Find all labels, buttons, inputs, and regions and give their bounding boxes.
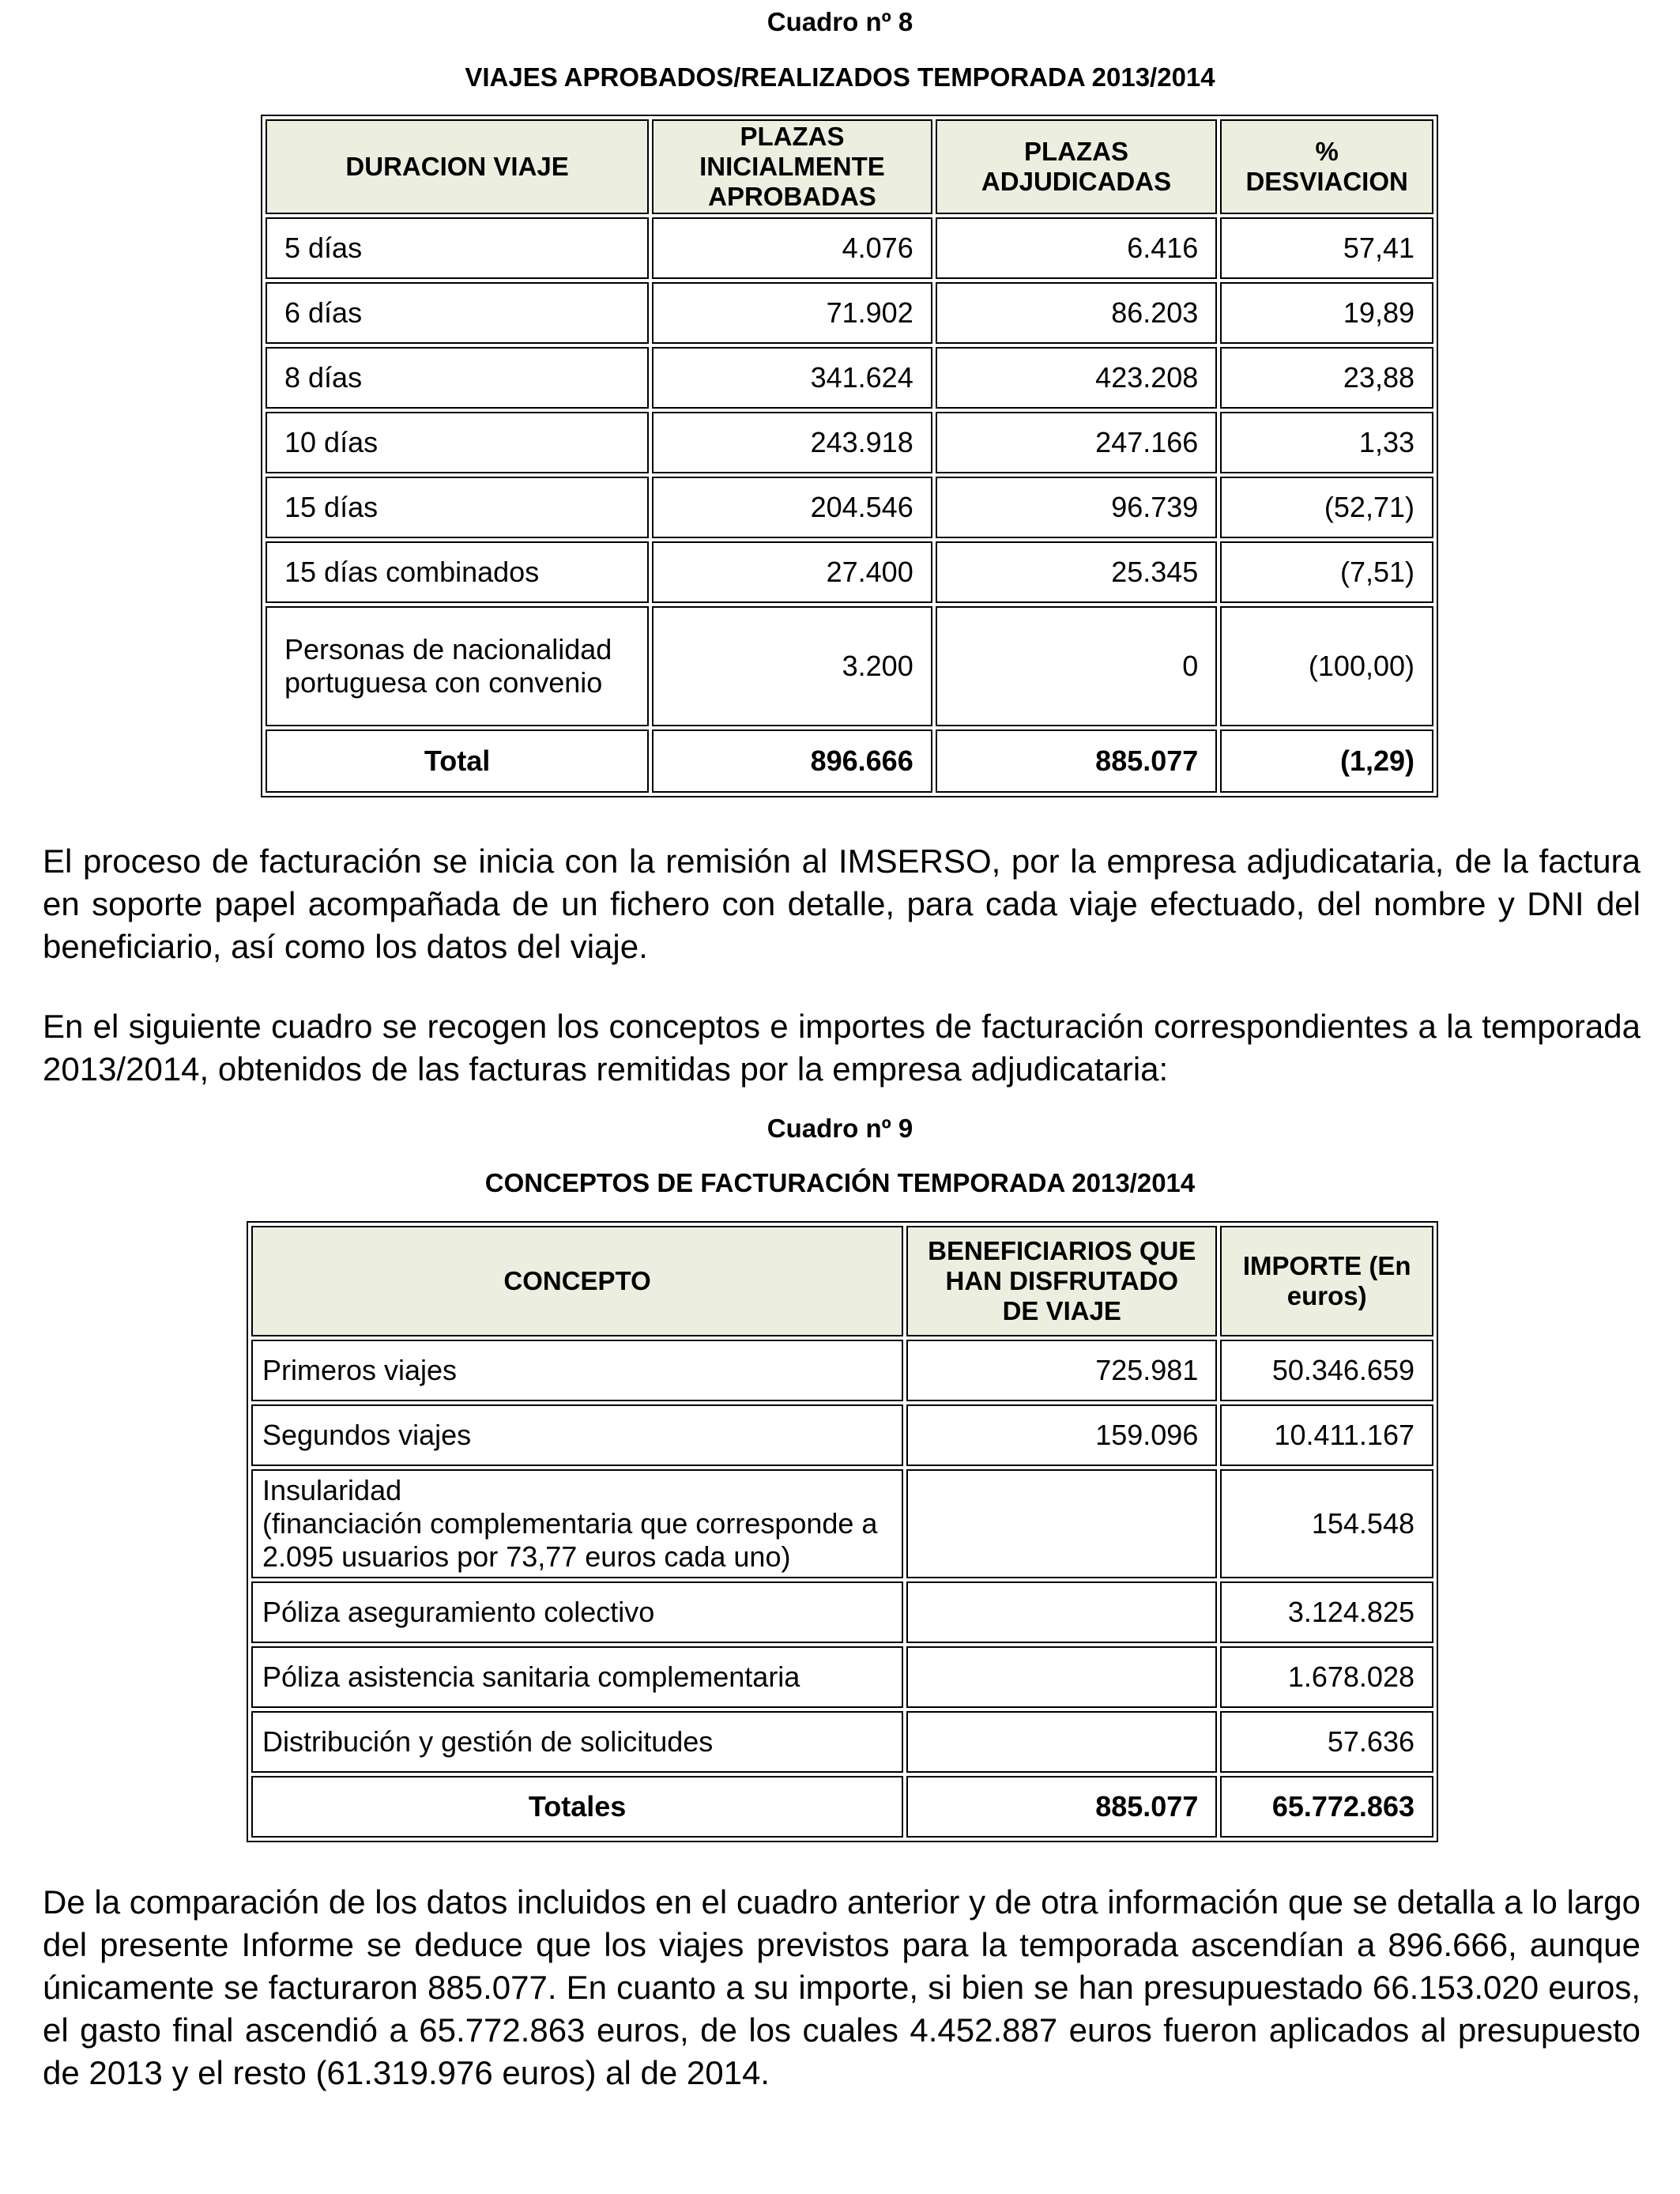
row-beneficiaries [906,1581,1217,1643]
row-label: 6 días [266,282,649,344]
row-approved: 204.546 [652,477,932,538]
row-awarded: 6.416 [936,217,1218,279]
table9-title: CONCEPTOS DE FACTURACIÓN TEMPORADA 2013/2014 [484,1168,1196,1197]
table8-header-awarded: PLAZAS ADJUDICADAS [936,119,1218,214]
row-label: Primeros viajes [251,1340,903,1401]
row-deviation: (7,51) [1220,541,1433,603]
table8-caption: Cuadro nº 8 [767,7,913,36]
table-row [251,1340,1433,1401]
total-label: Total [266,729,649,793]
table9-header-concept: CONCEPTO [251,1226,903,1336]
row-awarded: 96.739 [936,477,1218,538]
table-row [251,1404,1433,1466]
table-row [251,1646,1433,1708]
table-row [266,541,1433,603]
row-awarded: 247.166 [936,412,1218,473]
table8-title: VIAJES APROBADOS/REALIZADOS TEMPORADA 2013/2014 [465,62,1215,92]
paragraph-table9-intro: En el siguiente cuadro se recogen los conceptos e importes de facturación correspondientes a la temporada 2013/2014, obtenidos de las facturas remitidas por la empresa adjudicataria: [43,1008,1640,1088]
total-label: Totales [251,1776,903,1838]
row-label: Distribución y gestión de solicitudes [251,1711,903,1773]
row-label: 15 días [266,477,649,538]
row-amount: 50.346.659 [1220,1340,1433,1401]
row-amount: 154.548 [1220,1469,1433,1578]
row-deviation: 1,33 [1220,412,1433,473]
row-deviation: (52,71) [1220,477,1433,538]
table9-header-amount: IMPORTE (En euros) [1220,1226,1433,1336]
row-amount: 10.411.167 [1220,1404,1433,1466]
table-row [251,1469,1433,1578]
table9-total-row [251,1776,1433,1838]
row-awarded: 86.203 [936,282,1218,344]
table-row [266,477,1433,538]
total-approved: 896.666 [652,729,932,793]
row-label-note: (financiación complementaria que corresponde a 2.095 usuarios por 73,77 euros cada uno) [262,1507,878,1573]
row-awarded: 423.208 [936,347,1218,409]
row-approved: 3.200 [652,606,932,726]
row-awarded: 25.345 [936,541,1218,603]
table9 [247,1221,1438,1842]
table-row [251,1711,1433,1773]
table-row [266,347,1433,409]
table9-caption: Cuadro nº 9 [767,1114,913,1143]
row-deviation: 23,88 [1220,347,1433,409]
table8-header-approved: PLAZAS INICIALMENTE APROBADAS [652,119,932,214]
table8-header-row [266,119,1433,214]
row-deviation: (100,00) [1220,606,1433,726]
row-approved: 243.918 [652,412,932,473]
table-row [251,1581,1433,1643]
row-beneficiaries [906,1646,1217,1708]
total-amount: 65.772.863 [1220,1776,1433,1838]
row-beneficiaries: 159.096 [906,1404,1217,1466]
row-label: 10 días [266,412,649,473]
row-amount: 57.636 [1220,1711,1433,1773]
row-label: 15 días combinados [266,541,649,603]
table-row [266,282,1433,344]
row-label: 8 días [266,347,649,409]
row-beneficiaries [906,1711,1217,1773]
paragraph-comparison: De la comparación de los datos incluidos en el cuadro anterior y de otra información que se detalla a lo largo del presente Informe se deduce que los viajes previstos para la temporada ascendían a 896.666, aunque únicamente se facturaron 885.077. En cuanto a su importe, si bien se han presupuestado 66.153.020 euros, el gasto final ascendió a 65.772.863 euros, de los cuales 4.452.887 euros fueron aplicados al presupuesto de 2013 y el resto (61.319.976 euros) al de 2014. [43,1883,1640,2091]
table-row [266,412,1433,473]
row-label: Segundos viajes [251,1404,903,1466]
row-beneficiaries [906,1469,1217,1578]
row-amount: 1.678.028 [1220,1646,1433,1708]
row-amount: 3.124.825 [1220,1581,1433,1643]
paragraph-billing-process: El proceso de facturación se inicia con la remisión al IMSERSO, por la empresa adjudicataria, de la factura en soporte papel acompañada de un fichero con detalle, para cada viaje efectuado, del nombre y DNI del beneficiario, así como los datos del viaje. [43,843,1640,965]
table8-header-deviation: % DESVIACION [1220,119,1433,214]
row-approved: 4.076 [652,217,932,279]
row-label: Personas de nacionalidad portuguesa con convenio [266,606,649,726]
row-label: Póliza asistencia sanitaria complementaria [251,1646,903,1708]
table-row [266,606,1433,726]
row-awarded: 0 [936,606,1218,726]
row-label: 5 días [266,217,649,279]
table-row [266,217,1433,279]
row-deviation: 19,89 [1220,282,1433,344]
row-deviation: 57,41 [1220,217,1433,279]
total-deviation: (1,29) [1220,729,1433,793]
table8-total-row [266,729,1433,793]
row-label: Póliza aseguramiento colectivo [251,1581,903,1643]
total-beneficiaries: 885.077 [906,1776,1217,1838]
table9-header-beneficiaries: BENEFICIARIOS QUE HAN DISFRUTADO DE VIAJE [906,1226,1217,1336]
row-beneficiaries: 725.981 [906,1340,1217,1401]
total-awarded: 885.077 [936,729,1218,793]
row-label [251,1469,903,1578]
row-approved: 71.902 [652,282,932,344]
row-approved: 341.624 [652,347,932,409]
table8-header-duration: DURACION VIAJE [266,119,649,214]
table8 [261,115,1438,797]
row-approved: 27.400 [652,541,932,603]
row-label-title: Insularidad [262,1474,402,1506]
table9-header-row [251,1226,1433,1336]
